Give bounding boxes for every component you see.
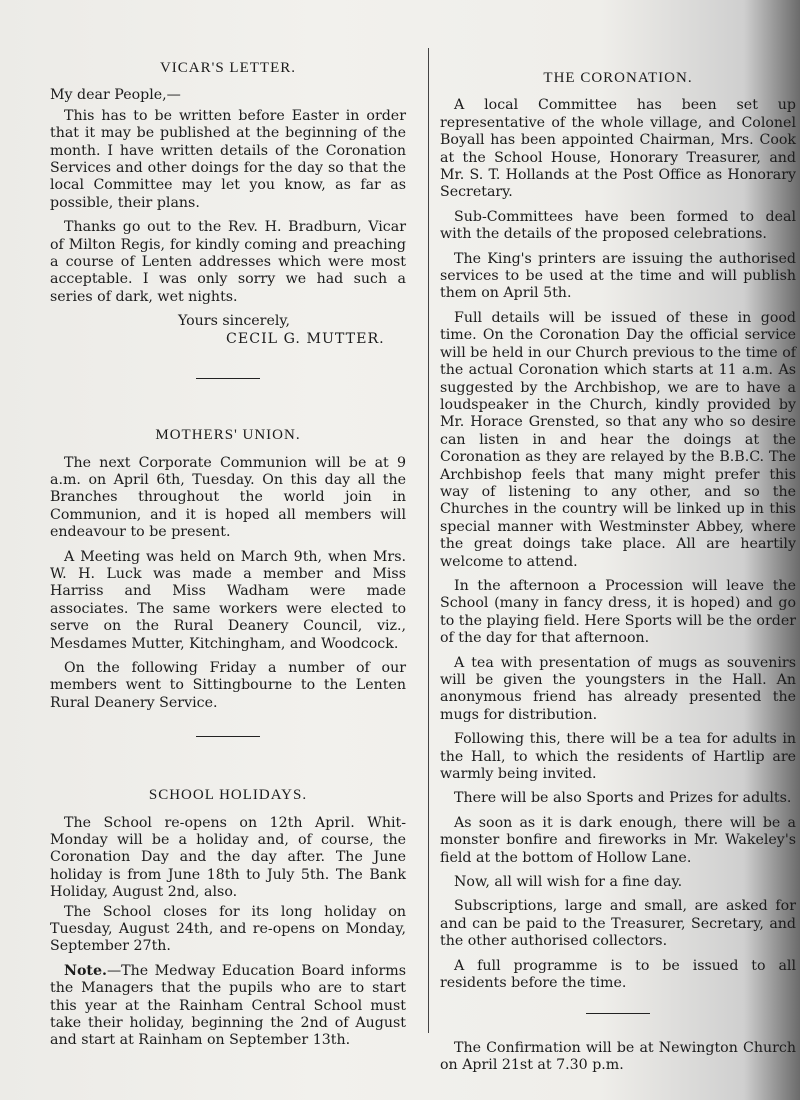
coronation-paragraph-5: In the afternoon a Procession will leave the School (many in fancy dress, it is hoped) and go to the playing field. Here Sports will be the order of the day for that afternoon. bbox=[440, 577, 797, 647]
coronation-paragraph-1: A local Committee has been set up representative of the whole village, and Colonel Boyall has been appointed Chairman, Mrs. Cook at the School House, Honorary Treasurer, and Mr. S. T. Hollands at the Post Office as Honorary Secretary. bbox=[440, 97, 796, 201]
mothers-union-section bbox=[50, 427, 406, 712]
coronation-section bbox=[440, 70, 796, 993]
mothers-union-paragraph-2: A Meeting was held on March 9th, when Mrs. W. H. Luck was made a member and Miss Harriss and Miss Wadham were made associates. The same workers were elected to serve on the Rural Deanery Council, viz., Mesdames Mutter, Kitchingham, and Woodcock. bbox=[50, 548, 406, 652]
vicars-letter-closing: Yours sincerely, bbox=[178, 313, 291, 330]
school-holidays-heading: SCHOOL HOLIDAYS. bbox=[148, 787, 308, 804]
coronation-paragraph-12: A full programme is to be issued to all residents before the time. bbox=[440, 957, 796, 992]
mothers-union-heading: MOTHERS' UNION. bbox=[155, 427, 301, 444]
vicars-letter-salutation: My dear People,— bbox=[50, 87, 181, 104]
school-holidays-section bbox=[50, 787, 406, 1050]
right-column bbox=[440, 70, 796, 1081]
section-separator bbox=[196, 736, 260, 737]
vicars-letter-signature: CECIL G. MUTTER. bbox=[226, 330, 385, 347]
vicars-letter-paragraph-1: This has to be written before Easter in order that it may be published at the beginning of the month. I have written details of the Coronation Services and other doings for the day so that the local Committee may let you know, as far as possible, their plans. bbox=[50, 107, 406, 211]
vicars-letter-section bbox=[50, 60, 406, 348]
vicars-letter-signoff bbox=[50, 313, 406, 348]
mothers-union-paragraph-3: On the following Friday a number of our members went to Sittingbourne to the Lenten Rural Deanery Service. bbox=[50, 659, 406, 711]
coronation-paragraph-10: Now, all will wish for a fine day. bbox=[454, 874, 683, 891]
section-separator bbox=[196, 378, 260, 379]
coronation-paragraph-8: There will be also Sports and Prizes for adults. bbox=[454, 790, 792, 807]
vicars-letter-heading: VICAR'S LETTER. bbox=[159, 60, 297, 76]
coronation-paragraph-11: Subscriptions, large and small, are asked for and can be paid to the Treasurer, Secretary, and the other authorised collectors. bbox=[440, 898, 796, 950]
school-holidays-paragraph-2: The School closes for its long holiday on Tuesday, August 24th, and re-opens on Monday, September 27th. bbox=[50, 903, 406, 955]
school-holidays-note bbox=[50, 963, 406, 1050]
coronation-heading: THE CORONATION. bbox=[543, 70, 693, 86]
vicars-letter-paragraph-2: Thanks go out to the Rev. H. Bradburn, Vicar of Milton Regis, for kindly coming and preaching a course of Lenten addresses which were most acceptable. I was only sorry we had such a series of dark, wet nights. bbox=[50, 219, 406, 305]
coronation-paragraph-2: Sub-Committees have been formed to deal with the details of the proposed celebrations. bbox=[440, 208, 796, 243]
left-column bbox=[50, 60, 406, 1057]
school-holidays-note-label: Note. bbox=[64, 962, 107, 979]
school-holidays-paragraph-1: The School re-opens on 12th April. Whit-Monday will be a holiday and, of course, the Coronation Day and the day after. The June holiday is from June 18th to July 5th. The Bank Holiday, August 2nd, also. bbox=[50, 814, 406, 901]
school-holidays-note-text: —The Medway Education Board informs the Managers that the pupils who are to start this year at the Rainham Central School must take their holiday, beginning the 2nd of August and start at Rainham on September 13th. bbox=[50, 962, 406, 1049]
coronation-paragraph-3: The King's printers are issuing the authorised services to be used at the time and will publish them on April 5th. bbox=[440, 250, 796, 302]
section-separator bbox=[586, 1013, 650, 1014]
confirmation-text: The Confirmation will be at Newington Church on April 21st at 7.30 p.m. bbox=[440, 1039, 796, 1073]
confirmation-section bbox=[440, 1040, 796, 1075]
coronation-paragraph-4: Full details will be issued of these in good time. On the Coronation Day the official service will be held in our Church previous to the time of the actual Coronation which starts at 11 a.m. As suggested by the Archbishop, we are to have a loudspeaker in the Church, kindly provided by Mr. Horace Grensted, so that any who so desire can listen in and hear the doings at the Coronation as they are relayed by the B.B.C. The Archbishop feels that many might prefer this way of listening to any other, and so the Churches in the country will be linked up in this special manner with Westminster Abbey, where the great doings take place. All are heartily welcome to attend. bbox=[440, 309, 796, 570]
coronation-paragraph-9: As soon as it is dark enough, there will be a monster bonfire and fireworks in Mr. Wakeley's field at the bottom of Hollow Lane. bbox=[440, 814, 796, 866]
column-divider bbox=[428, 48, 429, 1033]
coronation-paragraph-6: A tea with presentation of mugs as souvenirs will be given the youngsters in the Hall. An anonymous friend has already presented the mugs for distribution. bbox=[440, 654, 796, 723]
coronation-paragraph-7: Following this, there will be a tea for adults in the Hall, to which the residents of Hartlip are warmly being invited. bbox=[440, 731, 796, 783]
mothers-union-paragraph-1: The next Corporate Communion will be at 9 a.m. on April 6th, Tuesday. On this day all the Branches throughout the world join in Communion, and it is hoped all members will endeavour to be present. bbox=[50, 454, 406, 541]
